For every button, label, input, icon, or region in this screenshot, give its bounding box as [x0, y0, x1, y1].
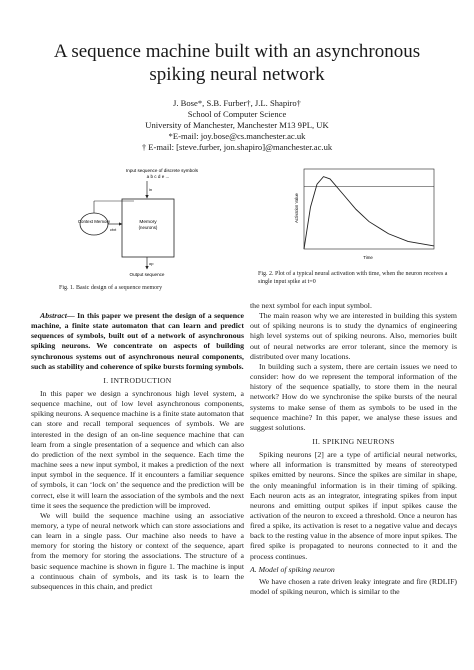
intro-paragraph-2: We will build the sequence machine using an associative memory, a type of neural network which can store associations and can learn in a single pass. Our machine also needs to have a memory for storing the history or context of the sequence, apart from the memory for storing the associations. The structure of a basic sequence machine is shown in figure 1. The machine is input a continuous chain of symbols, and its task is to learn the subsequences in this chain, and predict — [31, 510, 244, 591]
abstract — [31, 311, 244, 372]
right-paragraph-1: The main reason why we are interested in building this system out of spiking neurons is to study the dynamics of engineering high level systems out of spiking neurons. Also, memories built out of neural networks are error tolerant, since the memory is distributed over many locations. — [250, 311, 457, 361]
author-email-1: *E-mail: joy.bose@cs.manchester.ac.uk — [168, 131, 306, 141]
right-paragraph-4: We have chosen a rate driven leaky integrate and fire (RDLIF) model of spiking neuron, which is similar to the — [250, 576, 457, 596]
left-column — [31, 311, 244, 592]
fig1-input-arrowhead — [145, 195, 148, 199]
fig1-label-ctxt: ctxt — [110, 227, 117, 232]
fig2-plot-frame — [304, 169, 434, 249]
author-names: J. Bose*, S.B. Furber†, J.L. Shapiro† — [173, 98, 301, 108]
author-email-2: † E-mail: [steve.furber, jon.shapiro]@manchester.ac.uk — [141, 142, 333, 152]
right-paragraph-0: the next symbol for each input symbol. — [250, 301, 372, 310]
fig1-memory-label: Memory — [139, 220, 157, 225]
figure-1-diagram — [74, 165, 234, 277]
fig1-output-arrowhead — [145, 266, 148, 270]
section-heading-introduction: I. INTRODUCTION — [103, 375, 172, 385]
fig1-label-in: in — [149, 187, 153, 192]
fig1-memory-sub: (neurons) — [138, 225, 158, 230]
subsection-heading-model: A. Model of spiking neuron — [250, 564, 335, 574]
fig2-series-line-1 — [304, 177, 434, 249]
fig1-context-ellipse — [80, 213, 108, 235]
fig1-output-label: Output sequence — [129, 272, 165, 277]
section-heading-spiking-neurons: II. SPIKING NEURONS — [312, 437, 395, 447]
author-block — [0, 98, 474, 153]
paper-title — [0, 40, 474, 86]
figure-1-caption: Fig. 1. Basic design of a sequence memory — [59, 285, 163, 291]
right-column — [250, 301, 457, 597]
fig1-context-label: Context Memory — [77, 219, 111, 224]
title-line-1: A sequence machine built with an asynchronous — [53, 41, 421, 62]
figure-2-caption: Fig. 2. Plot of a typical neural activation with time, when the neuron receives a single input spike at t=0 — [258, 271, 448, 285]
fig1-input-symbols: a b c d e ... — [146, 174, 170, 179]
fig2-ylabel: Activation Value — [294, 193, 299, 223]
author-school: School of Computer Science — [187, 109, 287, 119]
title-line-2: spiking neural network — [149, 64, 325, 85]
abstract-text: — In this paper we present the design of a sequence machine, a finite state automaton that can learn and predict sequences of symbols, built out of a network of asynchronous spiking neurons. We concentrate on aspects of building synchronous systems out of asynchronous neural components, such as stability and coherence of spike bursts forming symbols. — [31, 311, 244, 371]
figure-2-chart — [288, 163, 438, 263]
fig2-xlabel: Time — [363, 255, 373, 260]
intro-paragraph-1: In this paper we design a synchronous high level system, a sequence machine, out of low level asynchronous components, spiking neurons. A sequence machine is a finite state automaton that can store and recall temporal sequences of symbols. We are interested in the design of an on-line sequence machine that can learn from a single presentation of a sequence and which can also do prediction of the next symbol in the sequence. Each time the machine sees a new input symbol, it makes a prediction of the next input symbol in the sequence. If it encounters a familiar sequence of symbols, it can ‘lock on’ the sequence and the prediction will be correct, else it will learn the association of the symbols and the next time it sees the sequence the prediction will be improved. — [31, 388, 244, 510]
right-paragraph-3: Spiking neurons [2] are a type of artificial neural networks, where all information is transmitted by means of stereotyped spikes emitted by neurons. Since the spikes are similar in shape, the only meaningful information is in their timing of spiking. Each neuron acts as an integrator, integrating spikes from input neurons and emitting output spikes if input spikes cause the activation of the neuron to exceed a threshold. Once a neuron has fired a spike, its activation is reset to a negative value and decays back to the resting value in the absence of more input spikes. The fired spike is propagated to neurons connected to it and the process continues. — [250, 450, 457, 561]
author-university: University of Manchester, Manchester M13 9PL, UK — [145, 120, 329, 130]
fig1-label-op: op — [149, 261, 154, 266]
fig1-input-label: Input sequence of discrete symbols — [125, 168, 199, 173]
right-paragraph-2: In building such a system, there are certain issues we need to consider: how do we represent the temporal information of the history of the sequence spatially, to store them in the neural network? How do we synchronise the spike bursts of the neural systems to make sense of them as symbols to be used in the sequence machine? In this paper, we analyse these issues and suggest solutions. — [250, 361, 457, 432]
abstract-lead: Abstract — [40, 311, 67, 320]
